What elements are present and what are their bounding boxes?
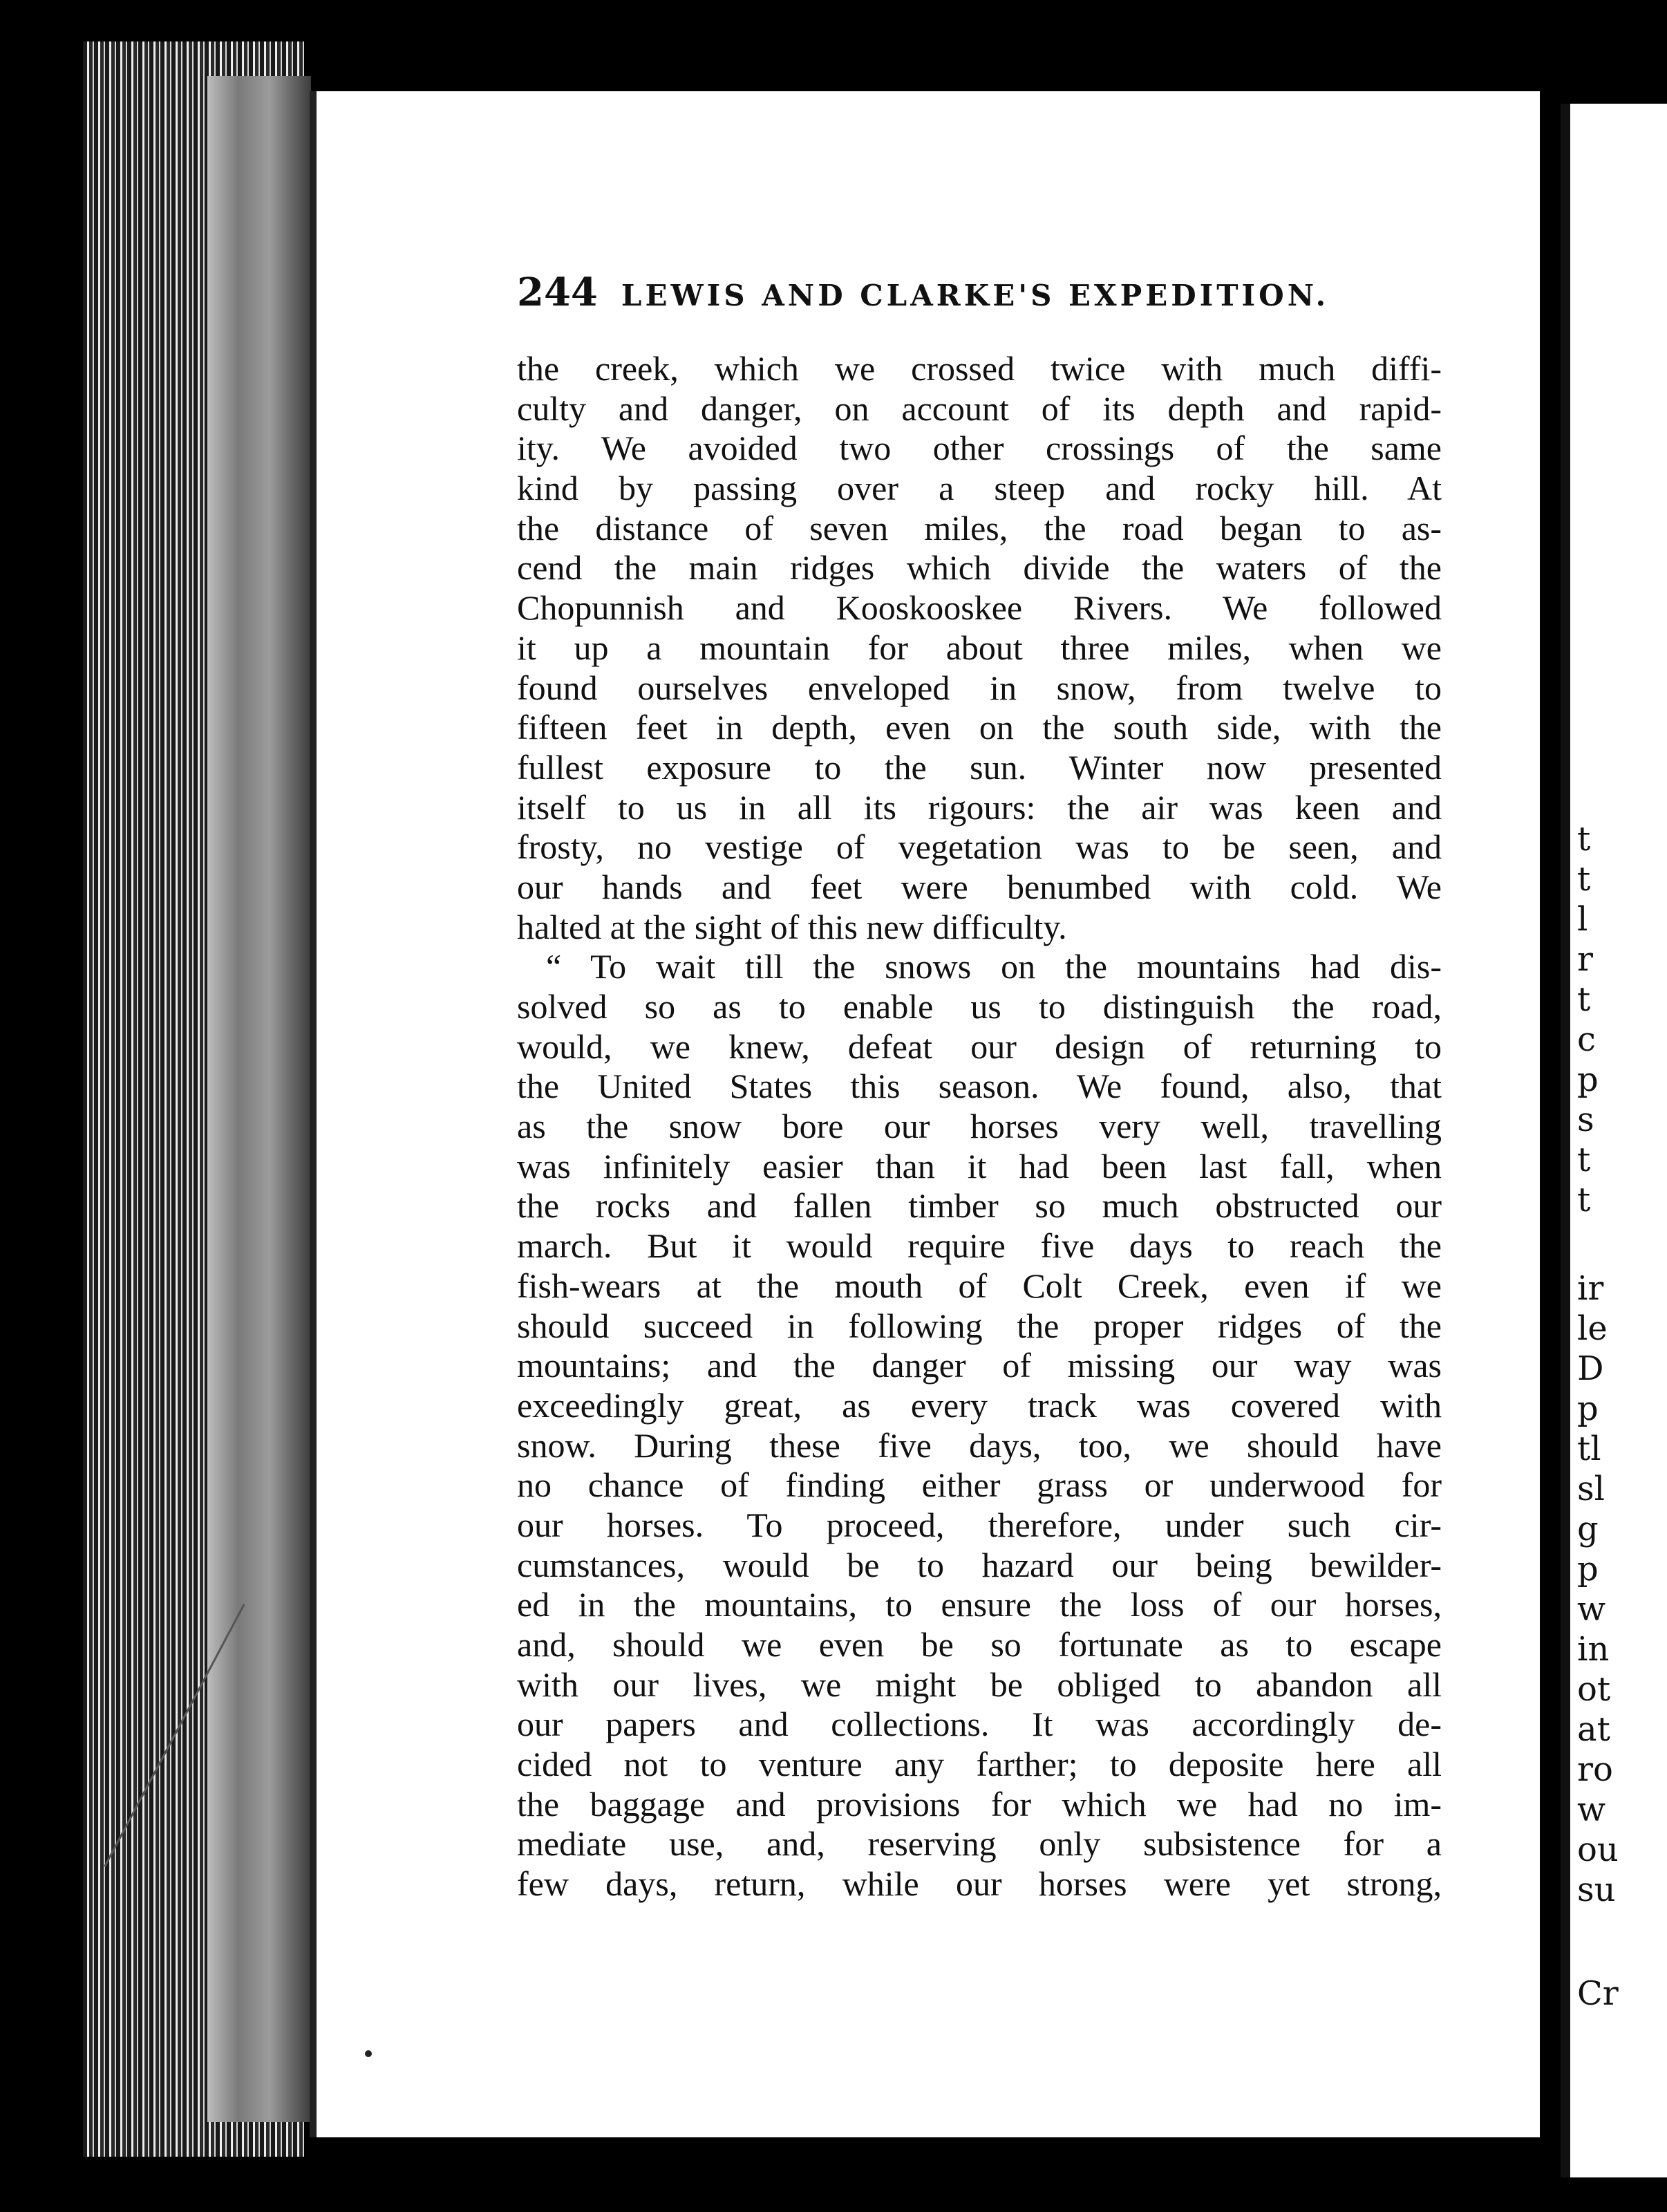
facing-page-fragment: ot xyxy=(1577,1670,1611,1709)
body-text xyxy=(517,349,1442,1904)
facing-page-edge xyxy=(1561,104,1667,2177)
text-line: fish-wears at the mouth of Colt Creek, even if we xyxy=(517,1266,1442,1305)
facing-page-fragment: ou xyxy=(1577,1830,1619,1869)
facing-page-fragment: t xyxy=(1577,1141,1591,1179)
facing-page-fragment: ir xyxy=(1577,1269,1604,1308)
facing-page-fragment: t xyxy=(1577,860,1591,899)
text-line: frosty, no vestige of vegetation was to be seen, and xyxy=(517,827,1442,867)
facing-page-fragment: r xyxy=(1577,940,1593,979)
text-line: found ourselves enveloped in snow, from twelve to xyxy=(517,668,1442,707)
facing-page-fragment: g xyxy=(1577,1510,1599,1548)
text-line: our horses. To proceed, therefore, under such cir- xyxy=(517,1505,1442,1544)
facing-page-fragment: w xyxy=(1577,1590,1606,1629)
text-line: mountains; and the danger of missing our way was xyxy=(517,1346,1442,1385)
text-line: solved so as to enable us to distinguish the road, xyxy=(517,987,1442,1026)
text-line: fullest exposure to the sun. Winter now presented xyxy=(517,747,1442,787)
page-number: 244 xyxy=(517,270,598,315)
facing-page-fragment: p xyxy=(1577,1060,1599,1099)
facing-page-fragment: t xyxy=(1577,980,1591,1019)
facing-page-fragment: sl xyxy=(1577,1470,1605,1508)
text-line: the distance of seven miles, the road began to as- xyxy=(517,508,1442,547)
text-line: with our lives, we might be obliged to abandon all xyxy=(517,1665,1442,1704)
text-line: no chance of finding either grass or underwood for xyxy=(517,1465,1442,1505)
running-title: LEWIS AND CLARKE'S EXPEDITION. xyxy=(621,279,1330,312)
text-line: the creek, which we crossed twice with much diffi- xyxy=(517,349,1442,388)
facing-page-fragment: s xyxy=(1577,1100,1594,1139)
facing-page-fragment: c xyxy=(1577,1020,1596,1059)
text-line: kind by passing over a steep and rocky hill. At xyxy=(517,469,1442,508)
facing-page-fragment: Cr xyxy=(1577,1974,1619,2013)
facing-page-fragment: su xyxy=(1577,1871,1616,1909)
text-line: few days, return, while our horses were yet strong, xyxy=(517,1864,1442,1904)
text-line: Chopunnish and Kooskooskee Rivers. We followed xyxy=(517,588,1442,628)
ink-speck xyxy=(365,2050,372,2057)
text-line: was infinitely easier than it had been last fall, when xyxy=(517,1146,1442,1185)
text-line: should succeed in following the proper ridges of the xyxy=(517,1306,1442,1345)
running-head xyxy=(517,270,1436,318)
facing-page-fragment: t xyxy=(1577,1181,1591,1219)
facing-page-fragment: tl xyxy=(1577,1430,1601,1468)
text-line: ed in the mountains, to ensure the loss of our horses, xyxy=(517,1585,1442,1624)
facing-page-fragment: t xyxy=(1577,820,1591,859)
text-line: halted at the sight of this new difficulty. xyxy=(517,907,1067,946)
text-line: mediate use, and, reserving only subsistence for a xyxy=(517,1824,1442,1864)
text-line: the rocks and fallen timber so much obstructed our xyxy=(517,1186,1442,1226)
text-line: march. But it would require five days to reach the xyxy=(517,1226,1442,1266)
facing-page-fragment: D xyxy=(1577,1349,1604,1388)
text-line: exceedingly great, as every track was covered with xyxy=(517,1385,1442,1425)
text-line: ity. We avoided two other crossings of the same xyxy=(517,429,1442,468)
text-line: as the snow bore our horses very well, travelling xyxy=(517,1107,1442,1146)
text-line: it up a mountain for about three miles, when we xyxy=(517,628,1442,667)
text-line: would, we knew, defeat our design of returning to xyxy=(517,1027,1442,1066)
facing-page-fragment: p xyxy=(1577,1389,1599,1428)
facing-page-fragment: w xyxy=(1577,1790,1606,1829)
facing-page-fragment: le xyxy=(1577,1309,1608,1348)
text-line: culty and danger, on account of its depth and rapid- xyxy=(517,388,1442,428)
facing-page-fragment: at xyxy=(1577,1710,1610,1749)
facing-page-fragment: l xyxy=(1577,900,1588,939)
text-line: cend the main ridges which divide the waters of the xyxy=(517,548,1442,588)
facing-page-fragment: in xyxy=(1577,1630,1610,1669)
text-line: the baggage and provisions for which we had no im- xyxy=(517,1784,1442,1824)
text-line: our papers and collections. It was accordingly de- xyxy=(517,1705,1442,1744)
facing-page-fragment: p xyxy=(1577,1550,1599,1588)
text-line: and, should we even be so fortunate as to escape xyxy=(517,1625,1442,1664)
text-line: itself to us in all its rigours: the air was keen and xyxy=(517,787,1442,827)
text-line: snow. During these five days, too, we should have xyxy=(517,1425,1442,1465)
text-line: our hands and feet were benumbed with cold. We xyxy=(517,867,1442,906)
text-line: “ To wait till the snows on the mountains had dis- xyxy=(546,947,1442,986)
text-line: cumstances, would be to hazard our being bewilder- xyxy=(517,1545,1442,1584)
text-line: cided not to venture any farther; to deposite here all xyxy=(517,1745,1442,1784)
facing-page-fragment: ro xyxy=(1577,1750,1613,1789)
book-gutter xyxy=(207,76,311,2122)
text-line: fifteen feet in depth, even on the south side, with the xyxy=(517,708,1442,747)
text-line: the United States this season. We found, also, that xyxy=(517,1067,1442,1106)
